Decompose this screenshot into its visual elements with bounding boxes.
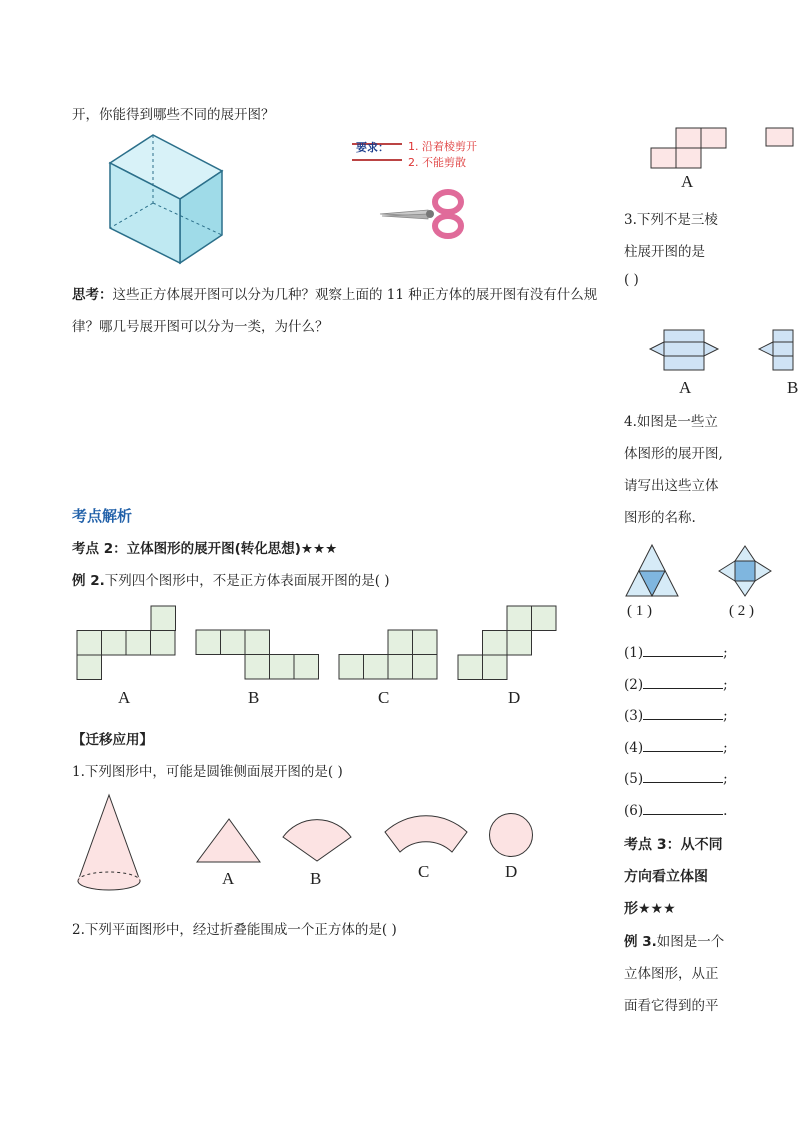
q4-line-4: 图形的名称. bbox=[624, 510, 696, 526]
answer-4-end: ; bbox=[723, 740, 728, 756]
answer-4 bbox=[624, 739, 728, 756]
q1-option-a-figure bbox=[196, 818, 262, 864]
q1-option-d-label: D bbox=[505, 862, 518, 881]
example-2 bbox=[72, 569, 390, 589]
requirement-label: 要求： bbox=[356, 141, 389, 154]
answer-1-blank[interactable] bbox=[643, 644, 723, 657]
point-3-line-1: 考点 3：从不同 bbox=[624, 837, 723, 853]
net-d-label: D bbox=[508, 688, 521, 707]
cone-figure bbox=[76, 793, 142, 895]
answer-5 bbox=[624, 770, 728, 787]
example-3-line-1 bbox=[624, 930, 724, 950]
example-3-text-1: 如图是一个 bbox=[656, 934, 725, 950]
question-1: 1.下列图形中，可能是圆锥侧面展开图的是( ) bbox=[72, 764, 343, 780]
intro-text: 开，你能得到哪些不同的展开图？ bbox=[72, 107, 275, 123]
answer-3-num: (3) bbox=[624, 708, 644, 724]
answer-1-num: (1) bbox=[624, 645, 644, 661]
answer-2 bbox=[624, 676, 728, 693]
example-3-line-3: 面看它得到的平 bbox=[624, 998, 719, 1014]
q1-option-a-label: A bbox=[222, 869, 235, 888]
net-a-label: A bbox=[118, 688, 131, 707]
example-3-line-2: 立体图形，从正 bbox=[624, 966, 719, 982]
answer-6-blank[interactable] bbox=[643, 802, 723, 815]
requirement-box bbox=[352, 137, 502, 169]
answer-1 bbox=[624, 644, 728, 661]
answer-5-blank[interactable] bbox=[643, 770, 723, 783]
q4-figure-1 bbox=[625, 544, 679, 598]
answer-3-end: ; bbox=[723, 708, 728, 724]
answer-4-num: (4) bbox=[624, 740, 644, 756]
scissors-icon bbox=[380, 190, 465, 240]
prism-net-b bbox=[758, 329, 793, 373]
example-2-label: 例 2. bbox=[72, 573, 105, 589]
net-a bbox=[77, 606, 177, 681]
q4-line-2: 体图形的展开图, bbox=[624, 446, 723, 462]
q1-option-c-label: C bbox=[418, 862, 430, 881]
answer-2-end: ; bbox=[723, 677, 728, 693]
q4-figure-2-label: ( 2 ) bbox=[729, 603, 754, 619]
prism-net-a bbox=[649, 329, 719, 373]
example-3-label: 例 3. bbox=[624, 934, 657, 950]
q3-line-1: 3.下列不是三棱 bbox=[624, 212, 718, 228]
q3-option-a-label: A bbox=[679, 378, 692, 397]
thinking-line-2: 律？哪几号展开图可以分为一类，为什么？ bbox=[72, 319, 329, 335]
q4-line-1: 4.如图是一些立 bbox=[624, 414, 718, 430]
answer-4-blank[interactable] bbox=[643, 739, 723, 752]
q3-line-2: 柱展开图的是 bbox=[624, 244, 705, 260]
answer-5-num: (5) bbox=[624, 771, 644, 787]
answer-3-blank[interactable] bbox=[643, 707, 723, 720]
thinking-label: 思考： bbox=[72, 287, 113, 303]
net-d bbox=[458, 606, 560, 682]
answer-6-end: . bbox=[723, 803, 728, 819]
cube-illustration bbox=[108, 133, 228, 268]
top-right-option-a: A bbox=[681, 172, 694, 191]
q1-option-d-figure bbox=[488, 812, 534, 858]
q1-option-c-figure bbox=[384, 810, 468, 855]
example-2-text: 下列四个图形中，不是正方体表面展开图的是( ) bbox=[104, 573, 390, 589]
q4-figure-1-label: ( 1 ) bbox=[627, 603, 652, 619]
net-c bbox=[339, 630, 439, 682]
q3-option-b-label: B bbox=[787, 378, 798, 397]
top-right-net bbox=[651, 128, 793, 170]
point-2-title: 考点 2：立体图形的展开图(转化思想)★★★ bbox=[72, 541, 338, 557]
transfer-title: 【迁移应用】 bbox=[72, 732, 153, 748]
point-3-line-2: 方向看立体图 bbox=[624, 869, 708, 885]
q3-line-3: ( ) bbox=[624, 272, 639, 288]
answer-2-num: (2) bbox=[624, 677, 644, 693]
answer-6-num: (6) bbox=[624, 803, 644, 819]
q1-option-b-figure bbox=[282, 813, 352, 863]
q1-option-b-label: B bbox=[310, 869, 322, 888]
q4-figure-2 bbox=[718, 545, 772, 597]
thinking-line-1 bbox=[72, 283, 597, 303]
requirement-1: 1. 沿着棱剪开 bbox=[408, 140, 477, 153]
point-3-line-3: 形★★★ bbox=[624, 901, 676, 917]
answer-2-blank[interactable] bbox=[643, 676, 723, 689]
requirement-2: 2. 不能剪散 bbox=[408, 156, 466, 169]
answer-3 bbox=[624, 707, 728, 724]
net-b bbox=[196, 630, 321, 682]
question-2: 2.下列平面图形中，经过折叠能围成一个正方体的是( ) bbox=[72, 922, 397, 938]
answer-5-end: ; bbox=[723, 771, 728, 787]
net-b-label: B bbox=[248, 688, 260, 707]
net-c-label: C bbox=[378, 688, 390, 707]
answer-1-end: ; bbox=[723, 645, 728, 661]
thinking-text-1: 这些正方体展开图可以分为几种？观察上面的 11 种正方体的展开图有没有什么规 bbox=[112, 287, 598, 303]
answer-6 bbox=[624, 802, 727, 819]
q4-line-3: 请写出这些立体 bbox=[624, 478, 719, 494]
section-title: 考点解析 bbox=[72, 507, 133, 525]
